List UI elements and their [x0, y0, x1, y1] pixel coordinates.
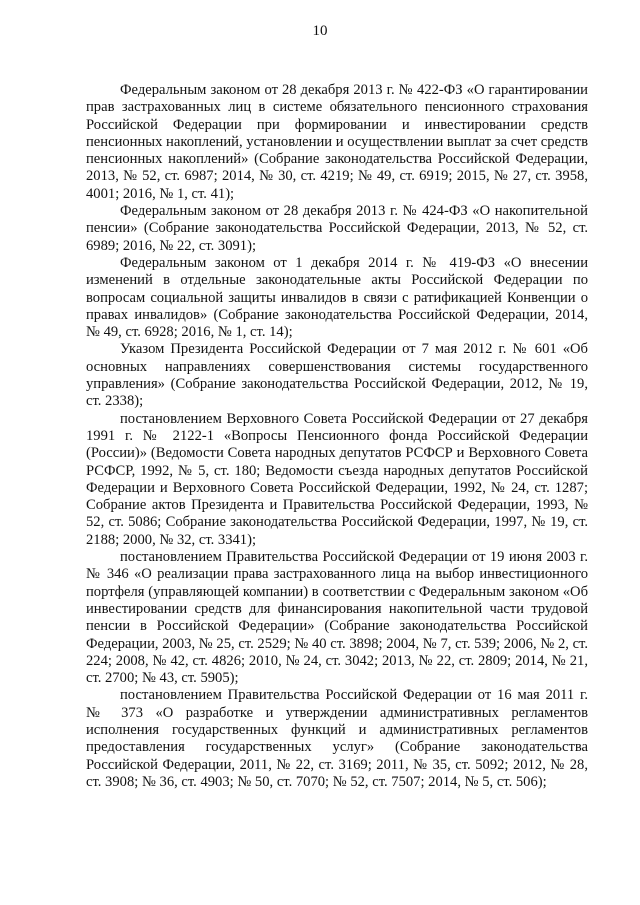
paragraph-law-424fz: Федеральным законом от 28 декабря 2013 г. № 424-ФЗ «О накопительной пенсии» (Собрание законодательства Российской Федерации, 2013, № 52, ст. 6989; 2016, № 22, ст. 3091);: [86, 203, 588, 254]
paragraph-decree-601: Указом Президента Российской Федерации от 7 мая 2012 г. № 601 «Об основных направлениях совершенствования системы государственного управления» (Собрание законодательства Российской Федерации, 2012, № 19, ст. 2338);: [86, 341, 588, 410]
paragraph-resolution-346: постановлением Правительства Российской Федерации от 19 июня 2003 г. № 346 «О реализации права застрахованного лица на выбор инвестиционного портфеля (управляющей компании) в соответствии с Федеральным законом «Об инвестировании средств для финансирования накопительной части трудовой пенсии в Российской Федерации» (Собрание законодательства Российской Федерации, 2003, № 25, ст. 2529; № 40 ст. 3898; 2004, № 7, ст. 539; 2006, № 2, ст. 224; 2008, № 42, ст. 4826; 2010, № 24, ст. 3042; 2013, № 22, ст. 2809; 2014, № 21, ст. 2700; № 43, ст. 5905);: [86, 549, 588, 687]
paragraph-resolution-373: постановлением Правительства Российской Федерации от 16 мая 2011 г. № 373 «О разработке и утверждении административных регламентов исполнения государственных функций и административных регламентов предоставления государственных услуг» (Собрание законодательства Российской Федерации, 2011, № 22, ст. 3169; 2011, № 35, ст. 5092; 2012, № 28, ст. 3908; № 36, ст. 4903; № 50, ст. 7070; № 52, ст. 7507; 2014, № 5, ст. 506);: [86, 687, 588, 790]
paragraph-law-419fz: Федеральным законом от 1 декабря 2014 г. № 419-ФЗ «О внесении изменений в отдельные законодательные акты Российской Федерации по вопросам социальной защиты инвалидов в связи с ратификацией Конвенции о правах инвалидов» (Собрание законодательства Российской Федерации, 2014, № 49, ст. 6928; 2016, № 1, ст. 14);: [86, 254, 588, 341]
paragraph-resolution-2122-1: постановлением Верховного Совета Российской Федерации от 27 декабря 1991 г. № 2122-1 «Вопросы Пенсионного фонда Российской Федерации (России)» (Ведомости Совета народных депутатов РСФСР и Верховного Совета РСФСР, 1992, № 5, ст. 180; Ведомости съезда народных депутатов Российской Федерации и Верховного Совета Российской Федерации, 1992, № 24, ст. 1287; Собрание актов Президента и Правительства Российской Федерации, 1993, № 52, ст. 5086; Собрание законодательства Российской Федерации, 1997, № 19, ст. 2188; 2000, № 32, ст. 3341);: [86, 410, 588, 548]
page-number: 10: [312, 23, 328, 39]
document-body: [86, 82, 588, 791]
paragraph-law-422fz: Федеральным законом от 28 декабря 2013 г. № 422-ФЗ «О гарантировании прав застрахованных лиц в системе обязательного пенсионного страхования Российской Федерации при формировании и инвестировании средств пенсионных накоплений, установлении и осуществлении выплат за счет средств пенсионных накоплений» (Собрание законодательства Российской Федерации, 2013, № 52, ст. 6987; 2014, № 30, ст. 4219; № 49, ст. 6919; 2015, № 27, ст. 3958, 4001; 2016, № 1, ст. 41);: [86, 82, 588, 202]
